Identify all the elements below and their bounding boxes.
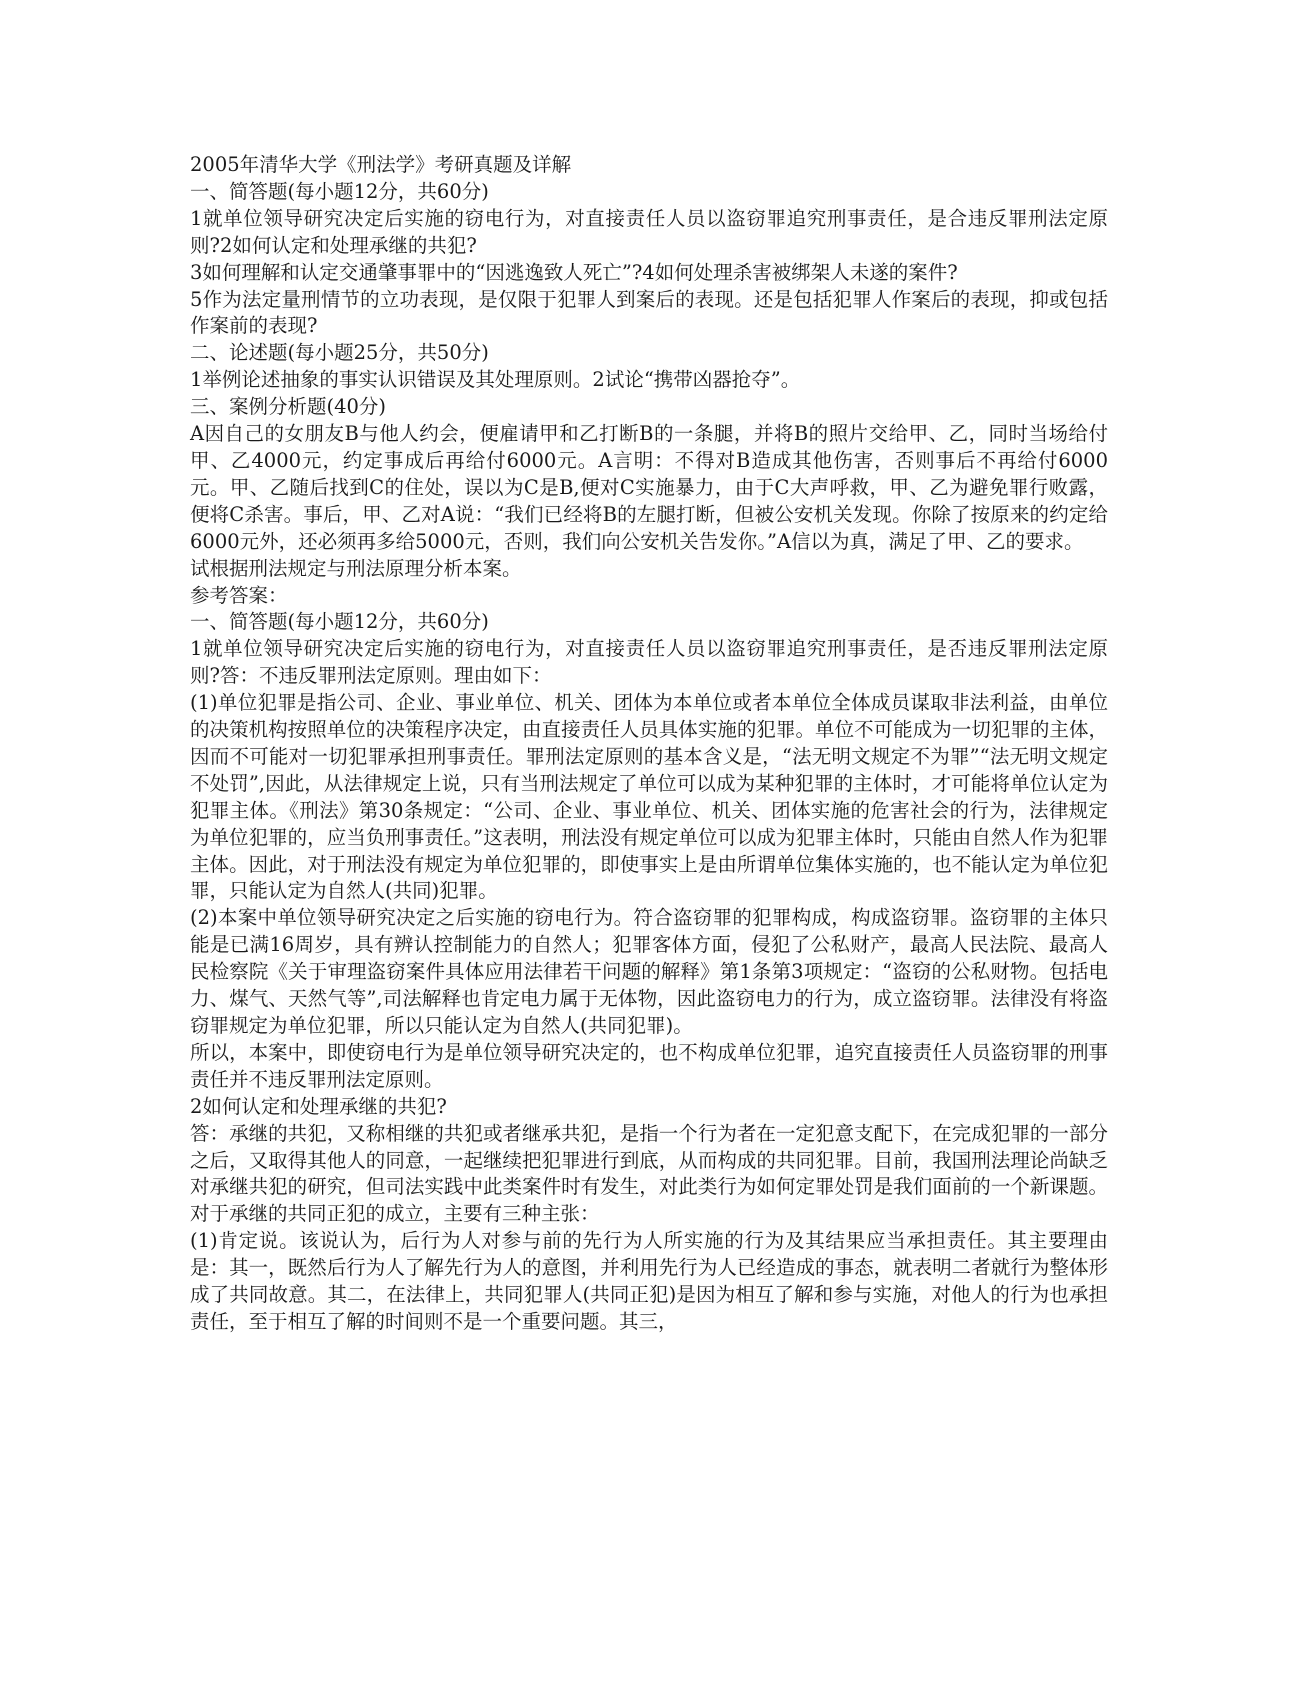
paragraph: (1)肯定说。该说认为，后行为人对参与前的先行为人所实施的行为及其结果应当承担责任。其主要理由是：其一，既然后行为人了解先行为人的意图，并利用先行为人已经造成的事态，就表明二者就行为整体形成了共同故意。其二，在法律上，共同犯罪人(共同正犯)是因为相互了解和参与实施，对他人的行为也承担责任，至于相互了解的时间则不是一个重要问题。其三， bbox=[190, 1229, 1108, 1333]
paragraph: 答：承继的共犯，又称相继的共犯或者继承共犯，是指一个行为者在一定犯意支配下，在完成犯罪的一部分之后，又取得其他人的同意，一起继续把犯罪进行到底，从而构成的共同犯罪。目前，我国刑法理论尚缺乏对承继共犯的研究，但司法实践中此类案件时有发生，对此类行为如何定罪处罚是我们面前的一个新课题。对于承继的共同正犯的成立，主要有三种主张： bbox=[190, 1121, 1108, 1226]
paragraph: (2)本案中单位领导研究决定之后实施的窃电行为。符合盗窃罪的犯罪构成，构成盗窃罪。盗窃罪的主体只能是已满16周岁，具有辨认控制能力的自然人；犯罪客体方面，侵犯了公私财产，最高人民法院、最高人民检察院《关于审理盗窃案件具体应用法律若干问题的解释》第1条第3项规定：“盗窃的公私财物。包括电力、煤气、天然气等”,司法解释也肯定电力属于无体物，因此盗窃电力的行为，成立盗窃罪。法律没有将盗窃罪规定为单位犯罪，所以只能认定为自然人(共同犯罪)。 bbox=[190, 906, 1108, 1037]
paragraph: 2如何认定和处理承继的共犯? bbox=[190, 1094, 447, 1118]
section-heading-short-answer: 一、简答题(每小题12分，共60分) bbox=[190, 179, 489, 203]
paragraph: A因自己的女朋友B与他人约会，便雇请甲和乙打断B的一条腿，并将B的照片交给甲、乙，同时当场给付甲、乙4000元，约定事成后再给付6000元。A言明：不得对B造成其他伤害，否则事后不再给付6000元。甲、乙随后找到C的住处，误以为C是B,便对C实施暴力，由于C大声呼救，甲、乙为避免罪行败露，便将C杀害。事后，甲、乙对A说：“我们已经将B的左腿打断，但被公安机关发现。你除了按原来的约定给6000元外，还必须再多给5000元，否则，我们向公安机关告发你。”A信以为真，满足了甲、乙的要求。 bbox=[190, 422, 1108, 553]
paragraph: 3如何理解和认定交通肇事罪中的“因逃逸致人死亡”?4如何处理杀害被绑架人未遂的案件? bbox=[190, 260, 958, 284]
section-heading-short-answer-2: 一、简答题(每小题12分，共60分) bbox=[190, 610, 489, 634]
paragraph: (1)单位犯罪是指公司、企业、事业单位、机关、团体为本单位或者本单位全体成员谋取非法利益，由单位的决策机构按照单位的决策程序决定，由直接责任人员具体实施的犯罪。单位不可能成为一切犯罪的主体，因而不可能对一切犯罪承担刑事责任。罪刑法定原则的基本含义是，“法无明文规定不为罪”“法无明文规定不处罚”,因此，从法律规定上说，只有当刑法规定了单位可以成为某种犯罪的主体时，才可能将单位认定为犯罪主体。《刑法》第30条规定：“公司、企业、事业单位、机关、团体实施的危害社会的行为，法律规定为单位犯罪的，应当负刑事责任。”这表明，刑法没有规定单位可以成为犯罪主体时，只能由自然人作为犯罪主体。因此，对于刑法没有规定为单位犯罪的，即使事实上是由所谓单位集体实施的，也不能认定为单位犯罪，只能认定为自然人(共同)犯罪。 bbox=[190, 691, 1108, 903]
paragraph: 试根据刑法规定与刑法原理分析本案。 bbox=[190, 556, 522, 580]
paragraph: 1就单位领导研究决定后实施的窃电行为，对直接责任人员以盗窃罪追究刑事责任，是否违反罪刑法定原则?答：不违反罪刑法定原则。理由如下： bbox=[190, 637, 1108, 688]
section-heading-reference-answer: 参考答案： bbox=[190, 583, 288, 607]
paragraph: 1举例论述抽象的事实认识错误及其处理原则。2试论“携带凶器抢夺”。 bbox=[190, 368, 801, 392]
section-heading-essay: 二、论述题(每小题25分，共50分) bbox=[190, 341, 489, 365]
document-page bbox=[190, 152, 1108, 1336]
document-title: 2005年清华大学《刑法学》考研真题及详解 bbox=[190, 153, 572, 176]
paragraph: 1就单位领导研究决定后实施的窃电行为，对直接责任人员以盗窃罪追究刑事责任，是合违反罪刑法定原则?2如何认定和处理承继的共犯? bbox=[190, 206, 1108, 257]
section-heading-case-analysis: 三、案例分析题(40分) bbox=[190, 395, 387, 419]
paragraph: 5作为法定量刑情节的立功表现，是仅限于犯罪人到案后的表现。还是包括犯罪人作案后的表现，抑或包括作案前的表现? bbox=[190, 287, 1108, 338]
paragraph: 所以，本案中，即使窃电行为是单位领导研究决定的，也不构成单位犯罪，追究直接责任人员盗窃罪的刑事责任并不违反罪刑法定原则。 bbox=[190, 1040, 1108, 1091]
